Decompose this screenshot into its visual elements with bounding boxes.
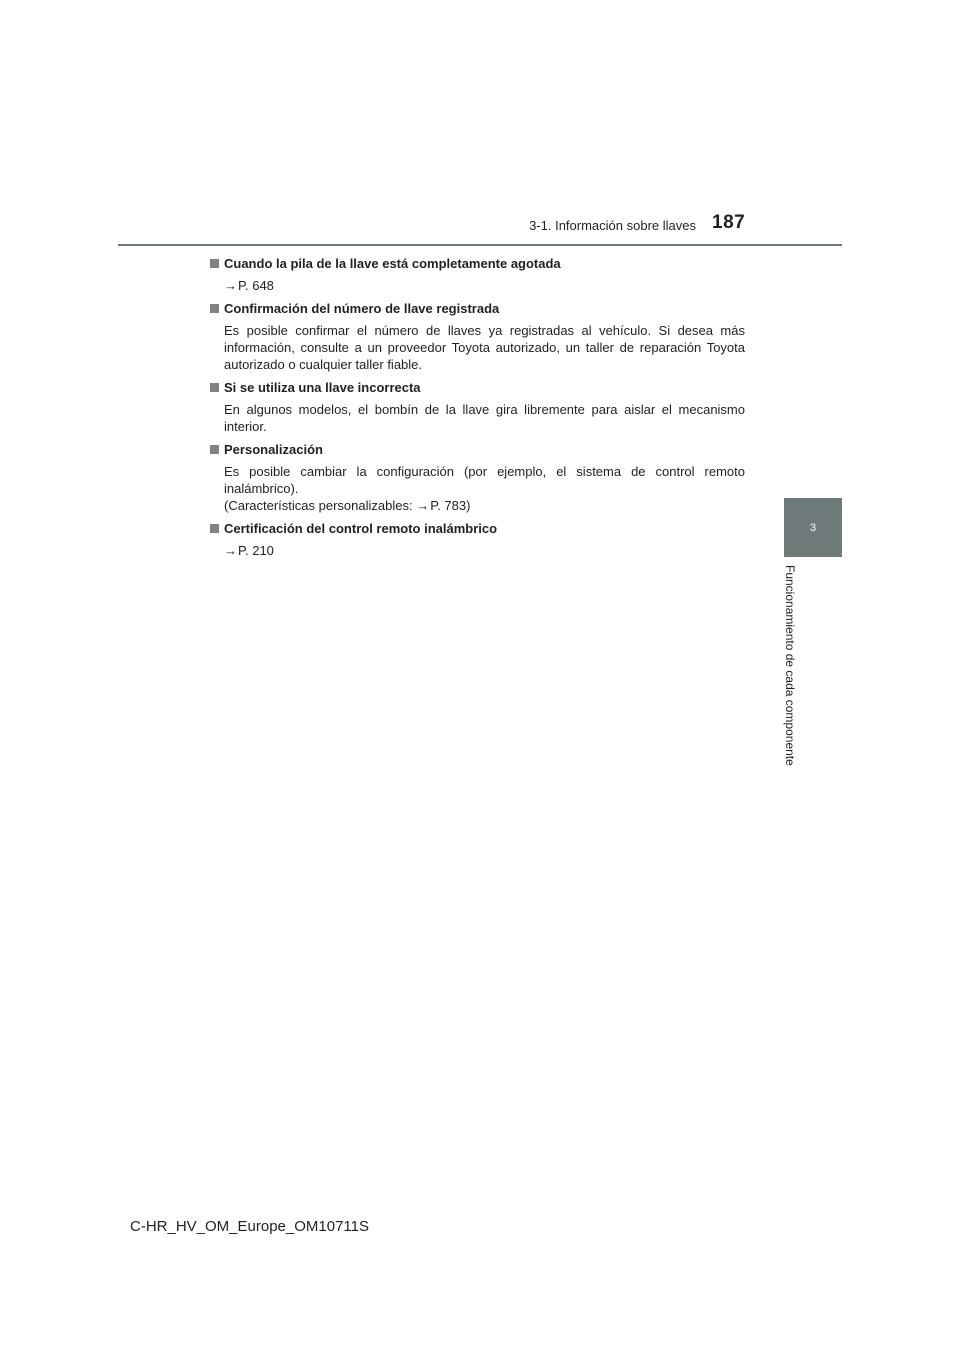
document-code: C-HR_HV_OM_Europe_OM10711S <box>130 1218 369 1235</box>
page-number: 187 <box>712 212 746 233</box>
item-heading: Si se utiliza una llave incorrecta <box>210 379 745 396</box>
square-bullet-icon <box>210 304 219 313</box>
arrow-right-icon: → <box>224 278 237 293</box>
item-heading: Confirmación del número de llave registrada <box>210 300 745 317</box>
list-item <box>210 255 745 294</box>
square-bullet-icon <box>210 445 219 454</box>
item-heading: Cuando la pila de la llave está completamente agotada <box>210 255 745 272</box>
page-content <box>210 255 745 565</box>
arrow-right-icon: → <box>416 498 430 513</box>
square-bullet-icon <box>210 383 219 392</box>
section-title: 3-1. Información sobre llaves <box>529 218 696 233</box>
chapter-side-label: Funcionamiento de cada componente <box>783 565 797 766</box>
chapter-number: 3 <box>809 521 817 534</box>
arrow-right-icon: → <box>224 543 237 558</box>
header-divider <box>118 244 842 246</box>
item-heading: Personalización <box>210 441 745 458</box>
square-bullet-icon <box>210 259 219 268</box>
square-bullet-icon <box>210 524 219 533</box>
item-reference: →P. 210 <box>224 543 274 558</box>
item-reference: →P. 648 <box>224 278 274 293</box>
item-heading: Certificación del control remoto inalámbrico <box>210 520 745 537</box>
item-text: En algunos modelos, el bombín de la llave gira libremente para aislar el mecanismo interior. <box>224 402 745 434</box>
item-reference: (Características personalizables: →P. 783) <box>224 498 471 513</box>
chapter-tab <box>784 498 842 557</box>
list-item <box>210 441 745 514</box>
item-text: Es posible cambiar la configuración (por ejemplo, el sistema de control remoto inalámbrico). (Características personalizables: →P. 783) <box>224 464 745 513</box>
list-item <box>210 520 745 559</box>
item-text: Es posible confirmar el número de llaves ya registradas al vehículo. Si desea más información, consulte a un proveedor Toyota autorizado, un taller de reparación Toyota autorizado o cualquier taller fiable. <box>224 323 745 372</box>
list-item <box>210 300 745 373</box>
list-item <box>210 379 745 435</box>
